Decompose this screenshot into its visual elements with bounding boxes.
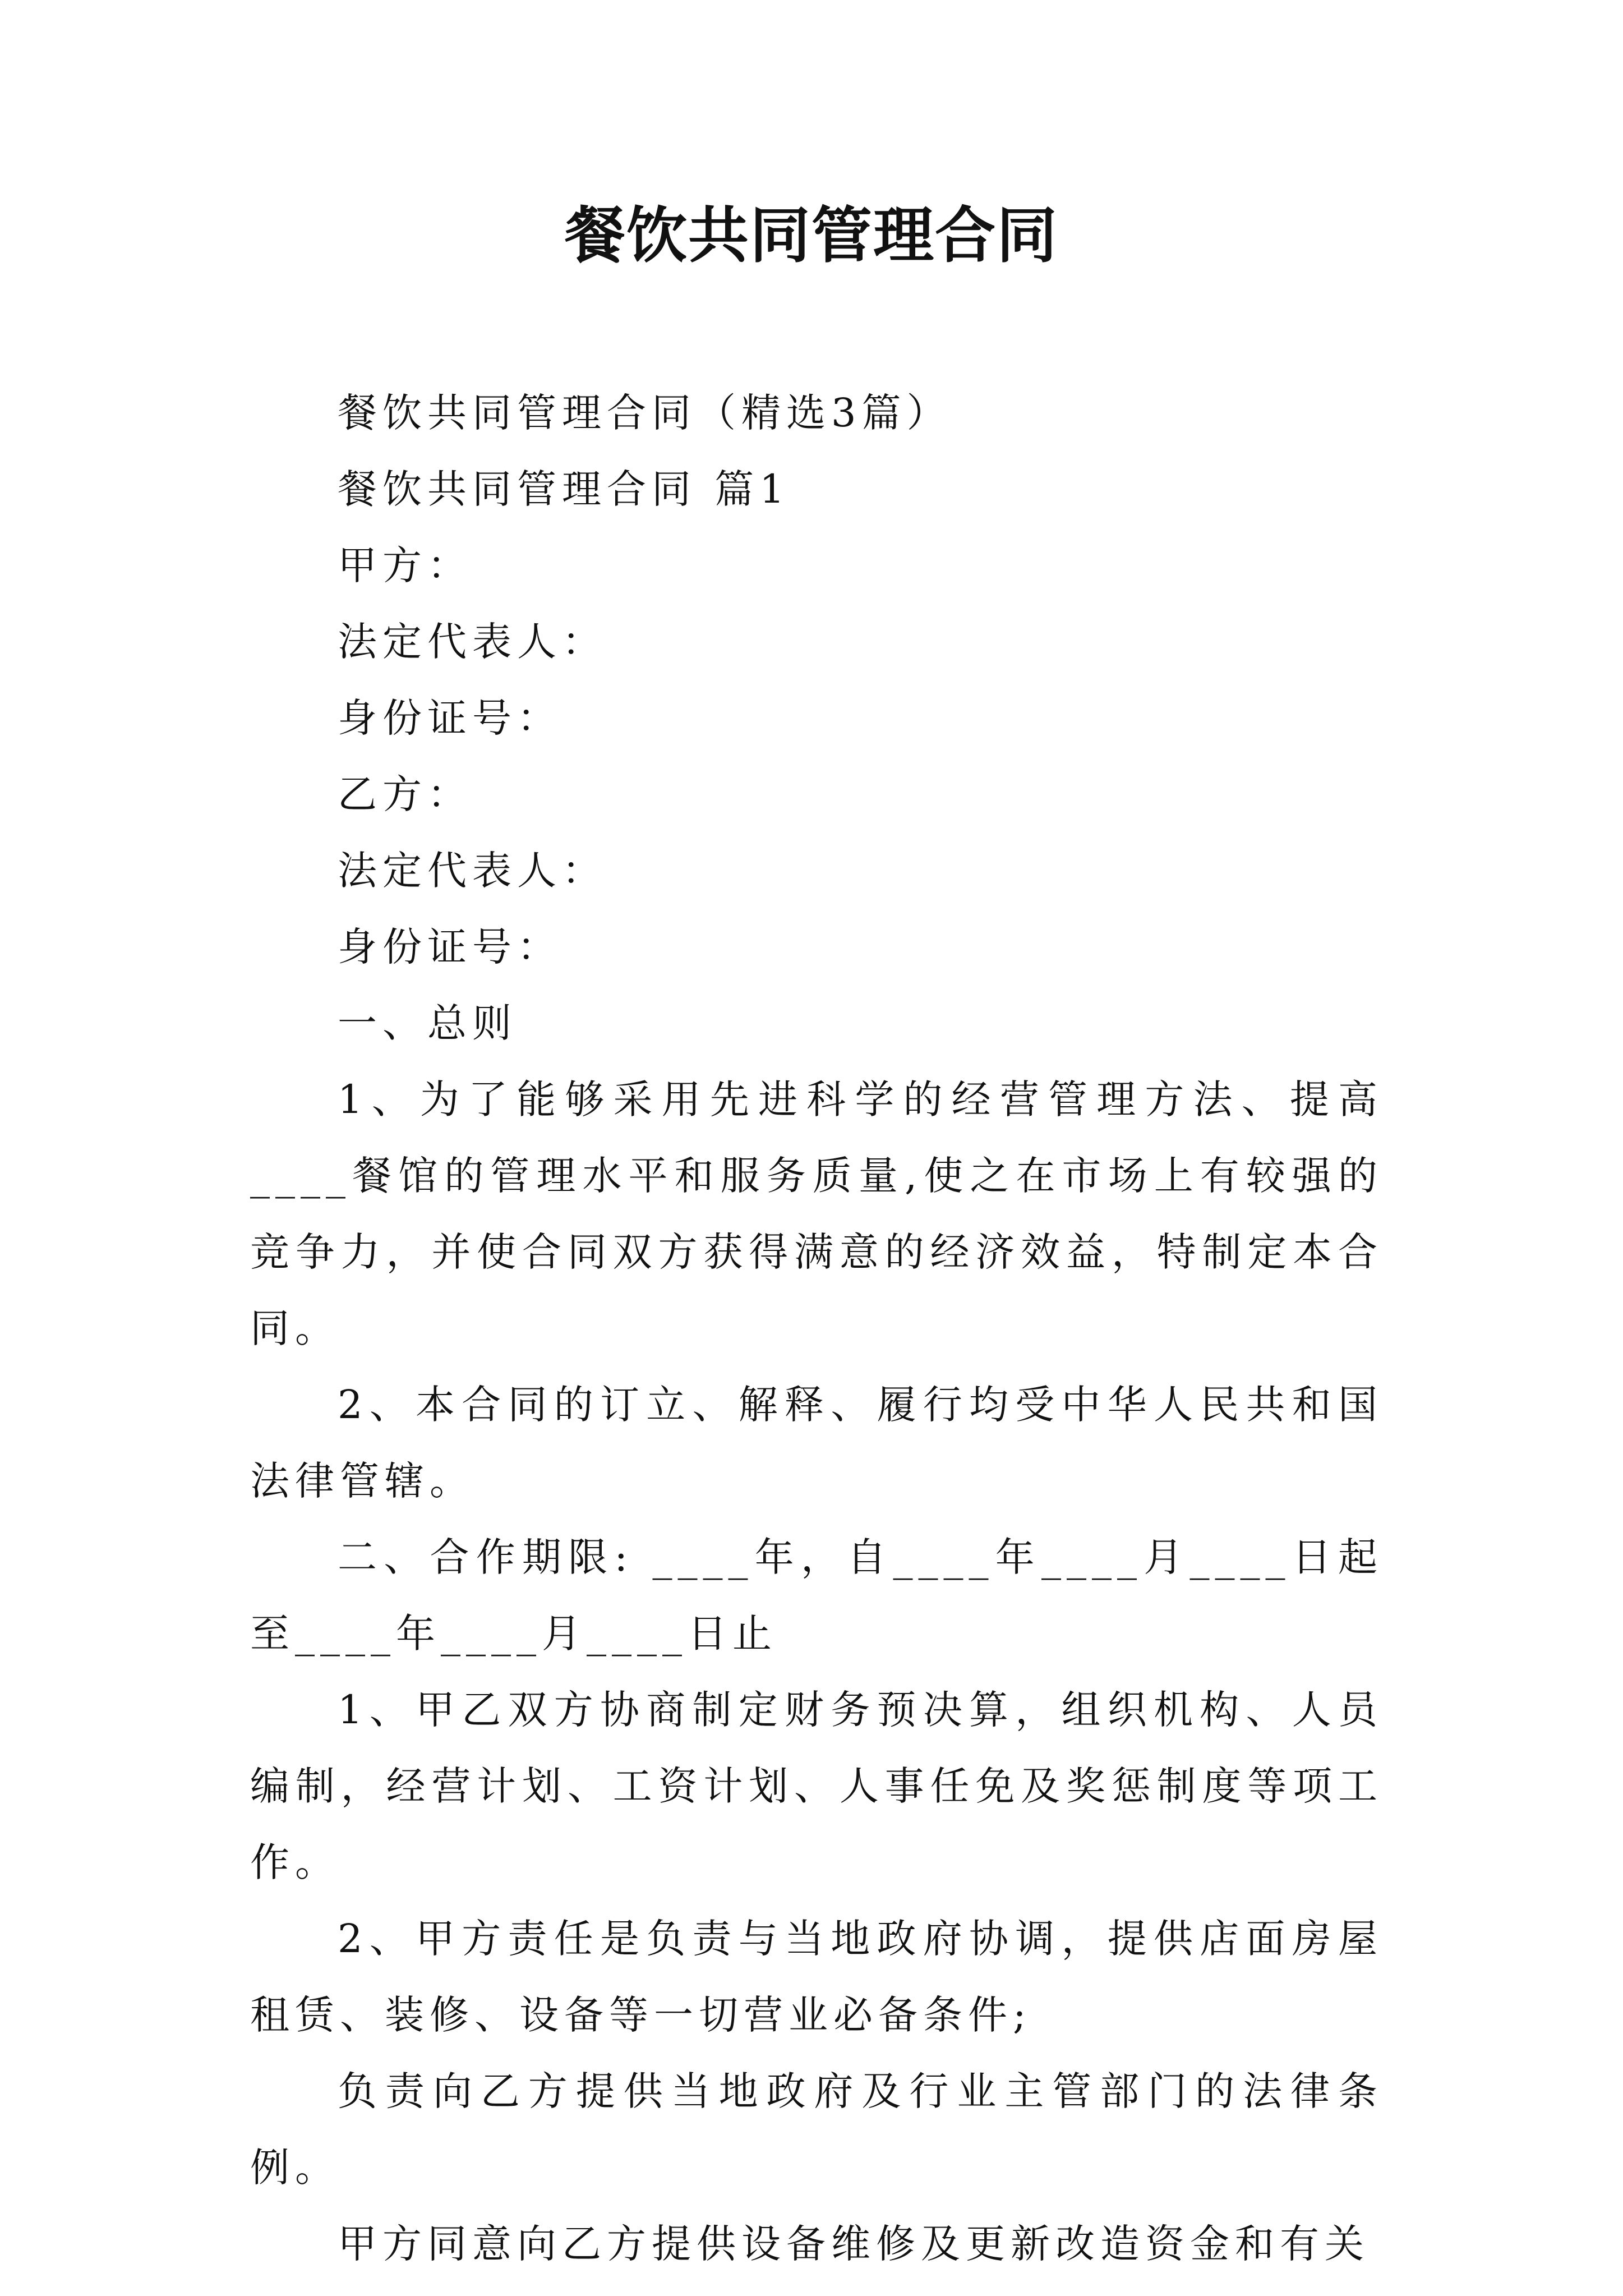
paragraph-party-a-id: 身份证号： xyxy=(338,695,562,741)
paragraph-term: 二、合作期限: ____年，自____年____月____日起至____年____月____日止 xyxy=(250,1534,1383,1657)
paragraph-general-heading: 一、总则 xyxy=(338,1000,517,1046)
paragraph-term-clause-1: 1、甲乙双方协商制定财务预决算，组织机构、人员编制，经营计划、工资计划、人事任免及奖惩制度等项工作。 xyxy=(250,1687,1383,1885)
paragraph-term-clause-2-cont: 负责向乙方提供当地政府及行业主管部门的法律条例。 xyxy=(250,2068,1383,2191)
document-body xyxy=(250,375,1383,2282)
paragraph-party-a-representative: 法定代表人： xyxy=(338,619,607,665)
paragraph-party-b-representative: 法定代表人： xyxy=(338,848,607,894)
paragraph-general-clause-2: 2、本合同的订立、解释、履行均受中华人民共和国法律管辖。 xyxy=(250,1382,1383,1504)
paragraph-section-heading: 餐饮共同管理合同 篇1 xyxy=(338,466,790,512)
paragraph-term-clause-2-cont-2: 甲方同意向乙方提供设备维修及更新改造资金和有关 xyxy=(338,2221,1370,2267)
paragraph-party-b-id: 身份证号： xyxy=(338,924,562,970)
paragraph-party-a: 甲方： xyxy=(338,542,472,588)
document-title: 餐饮共同管理合同 xyxy=(564,200,1058,271)
paragraph-term-clause-2: 2、甲方责任是负责与当地政府协调，提供店面房屋租赁、装修、设备等一切营业必备条件; xyxy=(250,1916,1383,2038)
paragraph-general-clause-1: 1、为了能够采用先进科学的经营管理方法、提高____餐馆的管理水平和服务质量,使之在市场上有较强的竞争力，并使合同双方获得满意的经济效益，特制定本合同。 xyxy=(250,1076,1383,1351)
paragraph-subtitle: 餐饮共同管理合同（精选3篇） xyxy=(338,390,952,436)
paragraph-party-b: 乙方： xyxy=(338,771,472,817)
